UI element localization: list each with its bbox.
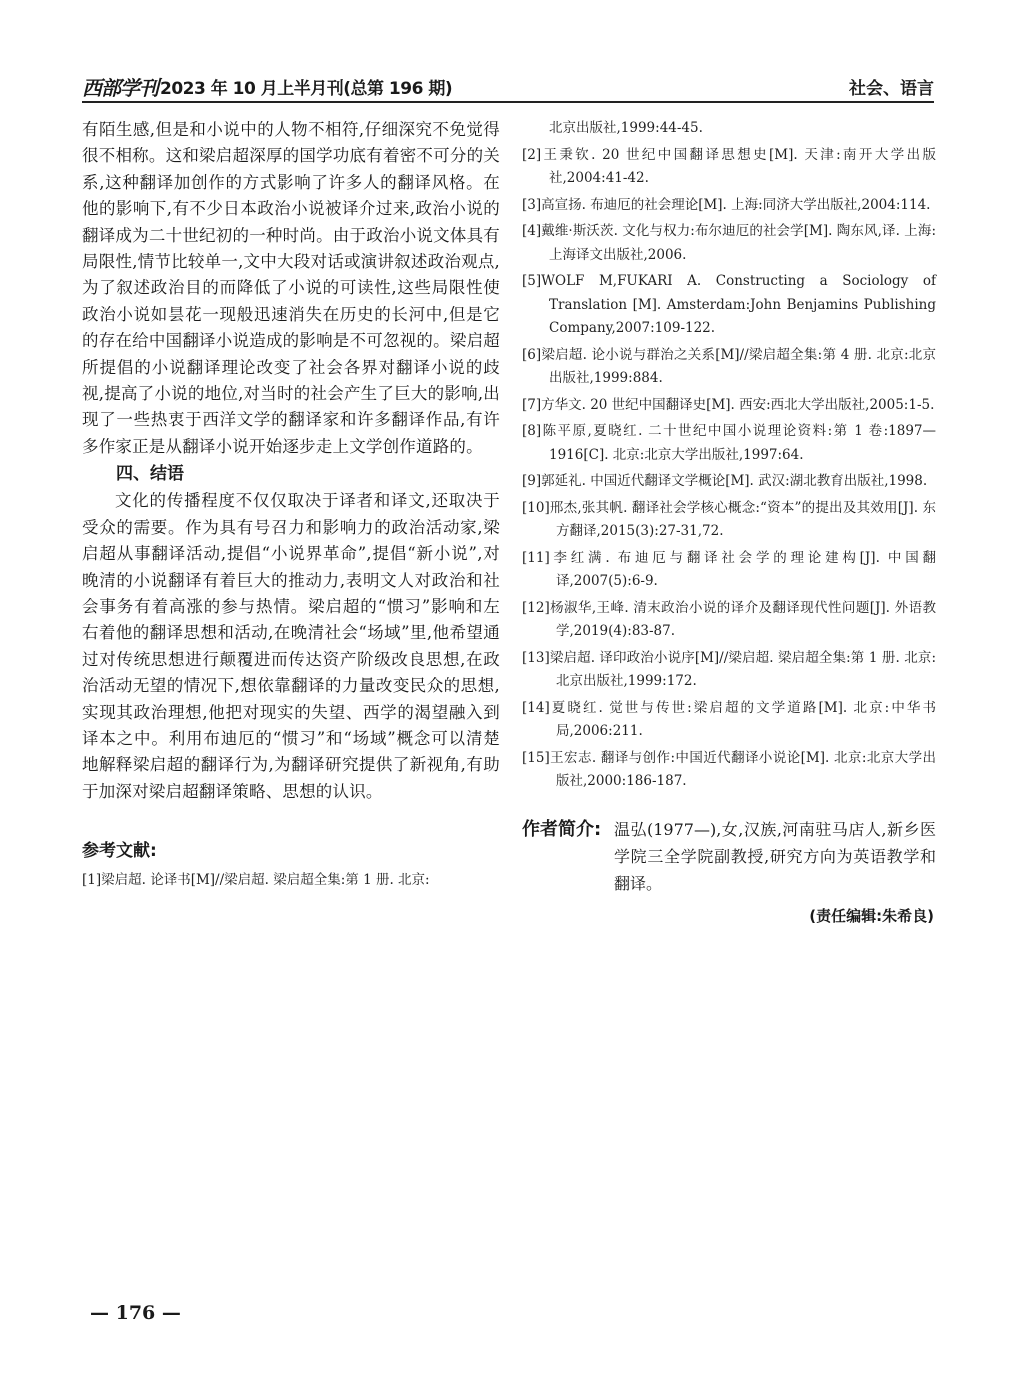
section-label: 社会、语言 — [849, 79, 934, 99]
reference-item: [2]王秉钦. 20 世纪中国翻译思想史[M]. 天津:南开大学出版社,2004:41-42. — [522, 146, 936, 186]
body-paragraph-2: 文化的传播程度不仅仅取决于译者和译文,还取决于受众的需要。作为具有号召力和影响力的政治活动家,梁启超从事翻译活动,提倡“小说界革命”,提倡“新小说”,对晚清的小说翻译有着巨大的推动力,表明文人对政治和社会事务有着高涨的参与热情。梁启超的“惯习”影响和左右着他的翻译思想和活动,在晚清社会“场域”里,他希望通过对传统思想进行颠覆进而传达资产阶级改良思想,在政治活动无望的情况下,想依靠翻译的力量改变民众的思想,实现其政治理想,他把对现实的失望、西学的渴望融入到译本之中。利用布迪厄的“惯习”和“场域”概念可以清楚地解释梁启超的翻译行为,为翻译研究提供了新视角,有助于加深对梁启超翻译策略、思想的认识。 — [82, 491, 500, 801]
author-bio — [522, 816, 936, 897]
reference-item: [13]梁启超. 译印政治小说序[M]//梁启超. 梁启超全集:第 1 册. 北京:北京出版社,1999:172. — [522, 649, 936, 689]
author-bio-label: 作者简介: — [522, 818, 602, 840]
section-heading: 四、结语 — [116, 464, 184, 485]
page-header — [82, 70, 934, 100]
body-paragraph-1: 有陌生感,但是和小说中的人物不相符,仔细深究不免觉得很不相称。这和梁启超深厚的国学功底有着密不可分的关系,这种翻译加创作的方式影响了许多人的翻译风格。在他的影响下,有不少日本政治小说被译介过来,政治小说的翻译成为二十世纪初的一种时尚。由于政治小说文体具有局限性,情节比较单一,文中大段对话或演讲叙述政治观点,为了叙述政治目的而降低了小说的可读性,这些局限性使政治小说如昙花一现般迅速消失在历史的长河中,但是它的存在给中国翻译小说造成的影响是不可忽视的。梁启超所提倡的小说翻译理论改变了社会各界对翻译小说的歧视,提高了小说的地位,对当时的社会产生了巨大的影响,出现了一些热衷于西洋文学的翻译家和许多翻译作品,有许多作家正是从翻译小说开始逐步走上文学创作道路的。 — [82, 120, 500, 456]
reference-item: [5]WOLF M,FUKARI A. Constructing a Sociology of Translation [M]. Amsterdam:John Benjamins Publishing Company,2007:109-122. — [522, 273, 936, 336]
responsible-editor: (责任编辑:朱希良) — [809, 906, 934, 925]
reference-item: 北京出版社,1999:44-45. — [549, 120, 703, 136]
reference-item: [4]戴维·斯沃茨. 文化与权力:布尔迪厄的社会学[M]. 陶东风,译. 上海:上海译文出版社,2006. — [522, 223, 936, 263]
reference-item: [7]方华文. 20 世纪中国翻译史[M]. 西安:西北大学出版社,2005:1-5. — [522, 396, 935, 413]
reference-item: [10]邢杰,张其帆. 翻译社会学核心概念:“资本”的提出及其效用[J]. 东方翻译,2015(3):27-31,72. — [522, 499, 936, 539]
reference-item: [6]梁启超. 论小说与群治之关系[M]//梁启超全集:第 4 册. 北京:北京出版社,1999:884. — [522, 346, 936, 386]
page-number: — 176 — — [90, 1302, 181, 1324]
reference-item: [15]王宏志. 翻译与创作:中国近代翻译小说论[M]. 北京:北京大学出版社,2000:186-187. — [522, 749, 936, 789]
reference-item: [11]李红满. 布迪厄与翻译社会学的理论建构[J]. 中国翻译,2007(5):6-9. — [522, 549, 936, 589]
right-column — [522, 117, 936, 926]
reference-item: [8]陈平原,夏晓红. 二十世纪中国小说理论资料:第 1 卷:1897—1916[C]. 北京:北京大学出版社,1997:64. — [522, 423, 936, 463]
header-rule — [82, 101, 934, 103]
reference-item: [12]杨淑华,王峰. 清末政治小说的译介及翻译现代性问题[J]. 外语教学,2019(4):83-87. — [522, 599, 936, 639]
reference-list — [522, 117, 936, 794]
reference-item: [14]夏晓红. 觉世与传世:梁启超的文学道路[M]. 北京:中华书局,2006:211. — [522, 699, 936, 739]
references-title: 参考文献: — [82, 841, 157, 862]
issue-info: 2023 年 10 月上半月刊(总第 196 期) — [160, 79, 453, 99]
reference-item: [9]郭延礼. 中国近代翻译文学概论[M]. 武汉:湖北教育出版社,1998. — [522, 473, 928, 489]
journal-logo: 西部学刊 — [82, 76, 158, 100]
reference-item-1: [1]梁启超. 论译书[M]//梁启超. 梁启超全集:第 1 册. 北京: — [82, 872, 430, 889]
reference-item: [3]高宣扬. 布迪厄的社会理论[M]. 上海:同济大学出版社,2004:114. — [522, 196, 931, 213]
author-bio-text: 温弘(1977—),女,汉族,河南驻马店人,新乡医学院三全学院副教授,研究方向为英语教学和翻译。 — [614, 819, 936, 893]
left-column — [82, 117, 500, 896]
